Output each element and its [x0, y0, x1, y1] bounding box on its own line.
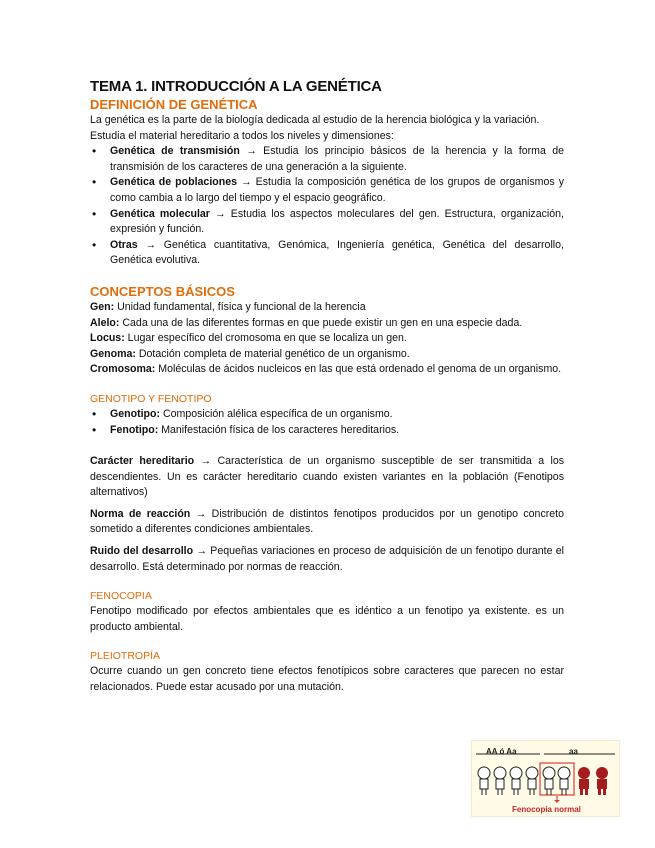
white-figure-icon [526, 767, 538, 795]
concept-cromosoma: Cromosoma: Moléculas de ácidos nucleicos en las que está ordenado el genoma de un organismo. [90, 363, 562, 376]
concept-genoma: Genoma: Dotación completa de material genético de un organismo. [90, 347, 410, 360]
red-figure-icon [578, 767, 590, 795]
definicion-paragraph-2: Estudia el material hereditario a todos los niveles y dimensiones: [90, 129, 394, 142]
definicion-list [90, 144, 564, 269]
list-item: • Otras → Genética cuantitativa, Genómica, Ingeniería genética, Genética del desarrollo, Genética evolutiva. [90, 238, 564, 269]
norma-reaccion-paragraph: Norma de reacción → Distribución de distintos fenotipos producidos por un genotipo concreto sometido a diferentes condiciones ambientales. [90, 507, 564, 536]
concept-locus: Locus: Lugar específico del cromosoma en que se localiza un gen. [90, 332, 407, 345]
section-heading-conceptos: CONCEPTOS BÁSICOS [90, 283, 235, 299]
list-item: • Fenotipo: Manifestación física de los caracteres hereditarios. [90, 423, 564, 439]
list-item: • Genética de poblaciones → Estudia la composición genética de los grupos de organismos y como cambia a lo largo del tiempo y el espacio geográfico. [90, 175, 564, 206]
white-figure-icon [510, 767, 522, 795]
white-figure-icon [478, 767, 490, 795]
section-heading-fenocopia: FENOCOPIA [90, 590, 152, 603]
white-figure-icon [543, 767, 555, 795]
pleiotropia-paragraph: Ocurre cuando un gen concreto tiene efectos fenotípicos sobre caracteres que parecen no estar relacionados. Puede estar acusado por una mutación. [90, 665, 564, 694]
concept-gen: Gen: Unidad fundamental, física y funcional de la herencia [90, 300, 366, 313]
white-figure-icon [494, 767, 506, 795]
white-figure-icon [558, 767, 570, 795]
figure-label-recessive: aa [569, 747, 578, 756]
ruido-desarrollo-paragraph: Ruido del desarrollo → Pequeñas variaciones en proceso de adquisición de un fenotipo durante el desarrollo. Está determinado por normas de reacción. [90, 545, 565, 573]
fenocopia-paragraph: Fenotipo modificado por efectos ambientales que es idéntico a un fenotipo ya existente. es un producto ambiental. [90, 605, 564, 633]
concept-alelo: Alelo: Cada una de las diferentes formas en que puede existir un gen en una especie dada. [90, 316, 523, 329]
figure-caption: Fenocopia normal [512, 805, 581, 814]
document-page [90, 77, 564, 696]
genotipo-list [90, 407, 564, 438]
section-heading-definicion: DEFINICIÓN DE GENÉTICA [90, 97, 258, 112]
figure-label-dominant: AA ó Aa [486, 747, 517, 756]
caracter-hereditario-paragraph: Carácter hereditario → Característica de un organismo susceptible de ser transmitida a los descendientes. Un es carácter hereditario cuando existen variantes en la población (Fenotipos alternativos) [90, 455, 565, 499]
list-item: • Genotipo: Composición alélica específica de un organismo. [90, 407, 564, 423]
fenocopia-figure [471, 740, 620, 817]
red-figure-icon [596, 767, 608, 795]
section-heading-pleiotropia: PLEIOTROPÍA [90, 650, 161, 663]
page-title: TEMA 1. INTRODUCCIÓN A LA GENÉTICA [90, 78, 382, 95]
section-heading-genotipo: GENOTIPO Y FENOTIPO [90, 392, 212, 405]
definicion-paragraph-1: La genética es la parte de la biología dedicada al estudio de la herencia biológica y la variación. [90, 114, 540, 126]
list-item: • Genética molecular → Estudia los aspectos moleculares del gen. Estructura, organización, expresión y función. [90, 207, 564, 238]
list-item: • Genética de transmisión → Estudia los principio básicos de la herencia y la forma de transmisión de los caracteres de una generación a la siguiente. [90, 144, 564, 175]
